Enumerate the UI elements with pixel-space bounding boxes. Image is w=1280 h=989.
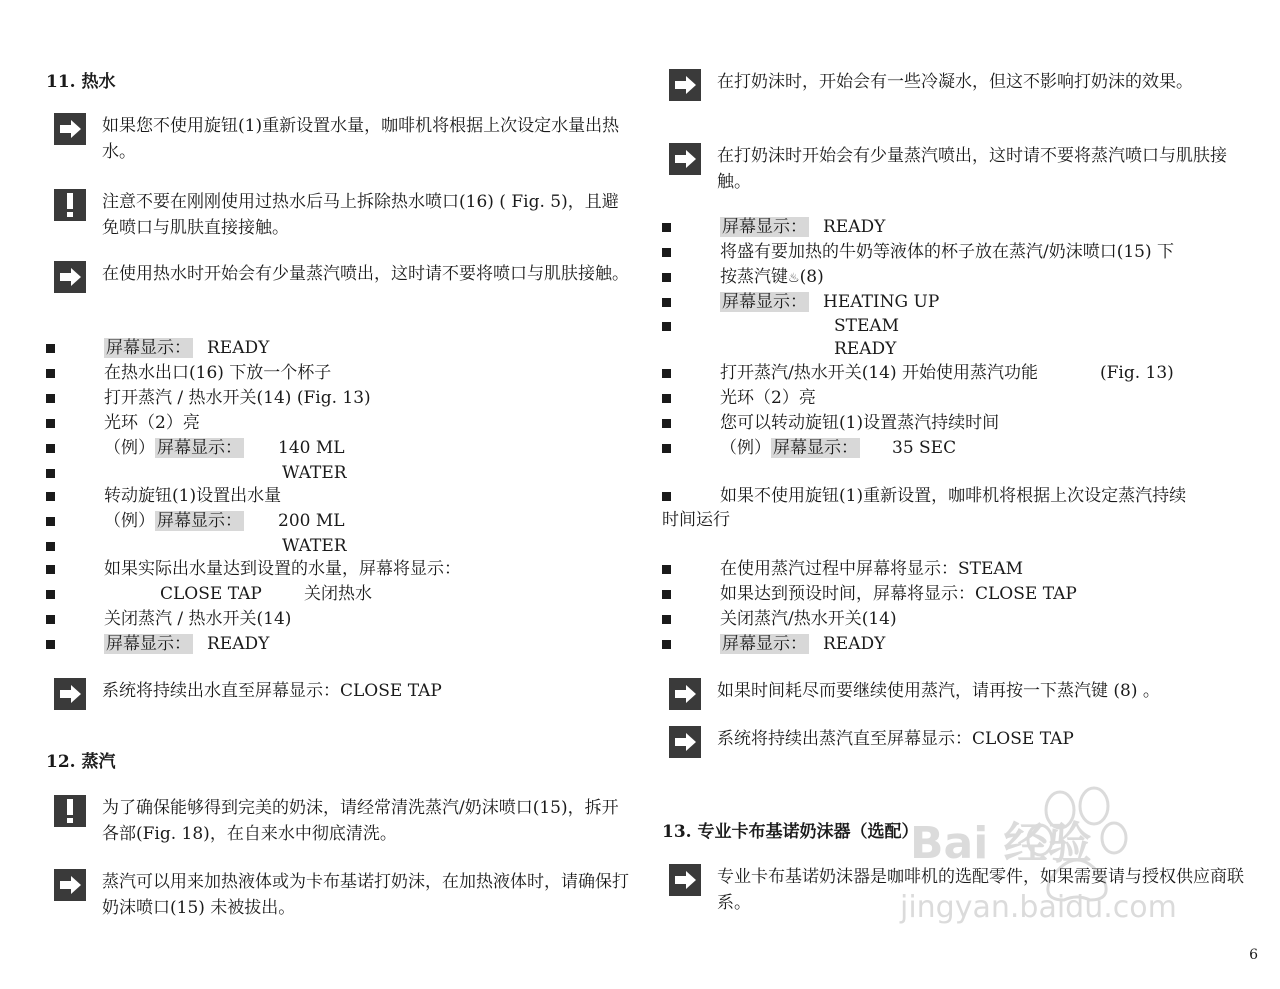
square-bullet-icon <box>662 369 671 378</box>
square-bullet-icon <box>662 640 671 649</box>
list-text: 在使用蒸汽过程中屏幕将显示：STEAM <box>720 559 1024 579</box>
arrow-right-icon <box>669 69 701 101</box>
square-bullet-icon <box>46 565 55 574</box>
page-number: 6 <box>1249 947 1258 963</box>
display-value: 35 SEC <box>892 438 957 458</box>
note-text: 如果时间耗尽而要继续使用蒸汽，请再按一下蒸汽键 (8) 。 <box>717 681 1160 701</box>
example-prefix: （例） <box>720 438 771 458</box>
display-value: STEAM <box>834 316 900 336</box>
square-bullet-icon <box>662 615 671 624</box>
warning-clean-nozzle <box>54 795 634 851</box>
display-label: 屏幕显示： <box>773 438 858 458</box>
display-label: 屏幕显示： <box>722 292 807 312</box>
list-text: 关闭蒸汽 / 热水开关(14) <box>104 609 292 629</box>
warning-text: 为了确保能够得到完美的奶沫，请经常清洗蒸汽/奶沫喷口(15)，拆开各部(Fig. 18)，在自来水中彻底清洗。 <box>102 798 619 844</box>
list-text: (8) <box>799 267 824 287</box>
warning-hot-water-nozzle <box>54 189 634 245</box>
section-13-title: 13. 专业卡布基诺奶沫器（选配） <box>662 822 919 842</box>
display-label: 屏幕显示： <box>722 217 807 237</box>
arrow-right-icon <box>54 261 86 293</box>
square-bullet-icon <box>662 322 671 331</box>
note-condensation <box>669 69 1259 125</box>
display-value: READY <box>823 217 886 237</box>
display-value: WATER <box>282 463 347 483</box>
square-bullet-icon <box>46 615 55 624</box>
arrow-right-icon <box>669 678 701 710</box>
list-text: 关闭蒸汽/热水开关(14) <box>720 609 897 629</box>
square-bullet-icon <box>662 248 671 257</box>
display-value: READY <box>207 634 270 654</box>
arrow-right-icon <box>669 726 701 758</box>
baidu-watermark <box>900 770 1260 950</box>
square-bullet-icon <box>662 298 671 307</box>
list-text: 转动旋钮(1)设置出水量 <box>104 486 282 506</box>
note-steam-use <box>54 869 634 925</box>
list-text: 打开蒸汽/热水开关(14) 开始使用蒸汽功能 <box>720 363 1039 383</box>
display-label: 屏幕显示： <box>722 634 807 654</box>
display-label: 屏幕显示： <box>106 634 191 654</box>
arrow-right-icon <box>54 869 86 901</box>
note-steam-burst <box>54 261 634 317</box>
note-text: 如果您不使用旋钮(1)重新设置水量，咖啡机将根据上次设定水量出热水。 <box>102 116 620 162</box>
note-text: 专业卡布基诺奶沫器是咖啡机的选配零件，如果需要请与授权供应商联系。 <box>717 867 1244 913</box>
display-value: READY <box>834 339 897 359</box>
arrow-right-icon <box>669 143 701 175</box>
square-bullet-icon <box>662 419 671 428</box>
note-text: 系统将持续出蒸汽直至屏幕显示：CLOSE TAP <box>717 729 1074 749</box>
watermark-logo-text: Bai 经验 <box>910 818 1092 869</box>
note-text: 系统将持续出水直至屏幕显示：CLOSE TAP <box>102 681 442 701</box>
display-value: 140 ML <box>278 438 345 458</box>
arrow-right-icon <box>54 113 86 145</box>
figure-ref: (Fig. 13) <box>1100 363 1174 383</box>
display-value: READY <box>207 338 270 358</box>
list-text: 光环（2）亮 <box>104 413 200 433</box>
arrow-right-icon <box>669 864 701 896</box>
exclamation-icon <box>54 795 86 827</box>
display-value: CLOSE TAP <box>160 584 262 604</box>
square-bullet-icon <box>46 640 55 649</box>
list-text: 您可以转动旋钮(1)设置蒸汽持续时间 <box>720 413 1000 433</box>
display-label: 屏幕显示： <box>106 338 191 358</box>
exclamation-icon <box>54 189 86 221</box>
square-bullet-icon <box>46 344 55 353</box>
square-bullet-icon <box>662 394 671 403</box>
square-bullet-icon <box>662 492 671 501</box>
square-bullet-icon <box>46 469 55 478</box>
square-bullet-icon <box>46 492 55 501</box>
list-text: 如果实际出水量达到设置的水量，屏幕将显示： <box>104 559 461 579</box>
display-value: READY <box>823 634 886 654</box>
list-text: 按蒸汽键 <box>720 267 788 287</box>
example-prefix: （例） <box>104 511 155 531</box>
note-text: 在使用热水时开始会有少量蒸汽喷出，这时请不要将喷口与肌肤接触。 <box>102 264 629 284</box>
section-11-title: 11. 热水 <box>46 72 116 92</box>
square-bullet-icon <box>662 444 671 453</box>
display-value: WATER <box>282 536 347 556</box>
steam-key-icon: ♨ <box>788 271 800 286</box>
square-bullet-icon <box>46 517 55 526</box>
note-steam-burst <box>669 143 1259 199</box>
square-bullet-icon <box>46 369 55 378</box>
note-press-again <box>669 678 1259 710</box>
display-value: 200 ML <box>278 511 345 531</box>
square-bullet-icon <box>46 444 55 453</box>
list-text: 光环（2）亮 <box>720 388 816 408</box>
note-hot-water-default <box>54 113 634 169</box>
square-bullet-icon <box>46 394 55 403</box>
display-label: 屏幕显示： <box>157 511 242 531</box>
display-meaning: 关闭热水 <box>304 584 372 604</box>
square-bullet-icon <box>662 590 671 599</box>
display-label: 屏幕显示： <box>157 438 242 458</box>
list-text: 在热水出口(16) 下放一个杯子 <box>104 363 332 383</box>
paragraph-line: 时间运行 <box>662 510 730 530</box>
example-prefix: （例） <box>104 438 155 458</box>
square-bullet-icon <box>662 565 671 574</box>
square-bullet-icon <box>662 223 671 232</box>
square-bullet-icon <box>46 419 55 428</box>
note-until-close-tap <box>669 726 1259 758</box>
list-text: 将盛有要加热的牛奶等液体的杯子放在蒸汽/奶沫喷口(15) 下 <box>720 242 1175 262</box>
note-text: 在打奶沫时，开始会有一些冷凝水，但这不影响打奶沫的效果。 <box>717 72 1193 92</box>
note-until-close-tap <box>54 678 634 710</box>
paragraph-line: 如果不使用旋钮(1)重新设置，咖啡机将根据上次设定蒸汽持续 <box>720 486 1187 506</box>
square-bullet-icon <box>662 273 671 282</box>
note-text: 蒸汽可以用来加热液体或为卡布基诺打奶沫，在加热液体时，请确保打奶沫喷口(15) 未被拔出。 <box>102 872 629 918</box>
display-value: HEATING UP <box>823 292 940 312</box>
note-text: 在打奶沫时开始会有少量蒸汽喷出，这时请不要将蒸汽喷口与肌肤接触。 <box>717 146 1227 192</box>
warning-text: 注意不要在刚刚使用过热水后马上拆除热水喷口(16) ( Fig. 5)，且避免喷口与肌肤直接接触。 <box>102 192 619 238</box>
list-text: 如果达到预设时间，屏幕将显示：CLOSE TAP <box>720 584 1077 604</box>
list-text: 打开蒸汽 / 热水开关(14) (Fig. 13) <box>104 388 371 408</box>
watermark-url: jingyan.baidu.com <box>900 890 1177 925</box>
square-bullet-icon <box>46 590 55 599</box>
arrow-right-icon <box>54 678 86 710</box>
square-bullet-icon <box>46 542 55 551</box>
section-12-title: 12. 蒸汽 <box>46 752 116 772</box>
